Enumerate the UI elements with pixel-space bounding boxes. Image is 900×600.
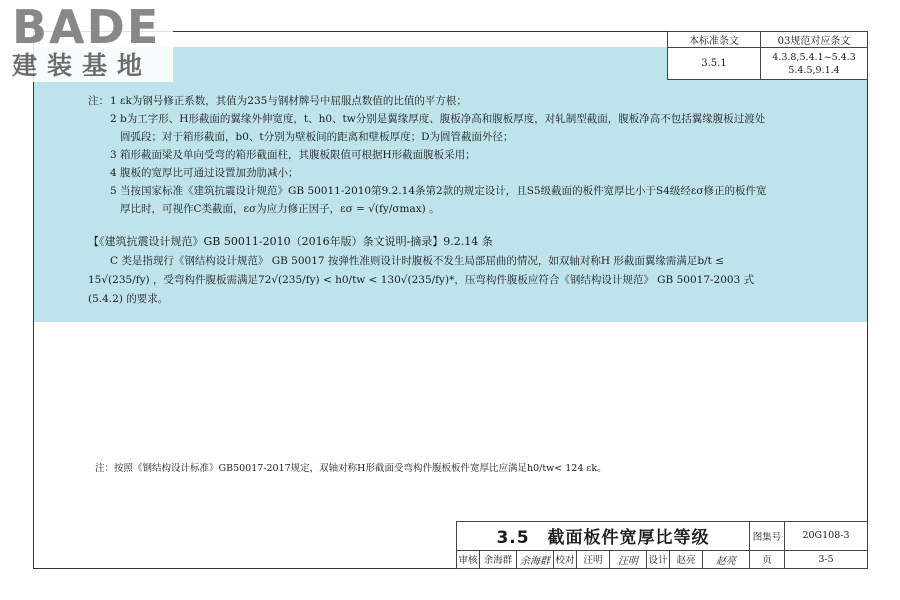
- clause-current-value: 3.5.1: [668, 48, 761, 80]
- clause-legacy-line2: 5.4.5,9.1.4: [788, 64, 840, 76]
- check-name: 汪明: [577, 550, 610, 568]
- note-item-1: [88, 92, 768, 110]
- atlas-label: 图集号: [750, 522, 785, 551]
- clause-header-current: 本标准条文: [668, 32, 761, 48]
- clause-legacy-line1: 4.3.8,5.4.1~5.4.3: [772, 51, 856, 63]
- atlas-number: 20G108-3: [785, 522, 868, 551]
- note-number: 2: [110, 113, 117, 125]
- review-label: 审核: [457, 550, 480, 568]
- brand-logo: [8, 2, 173, 82]
- drawing-title: 3.5 截面板件宽厚比等级: [457, 522, 750, 551]
- note-text: b为工字形、H形截面的翼缘外伸宽度，t、h0、tw分别是翼缘厚度、腹板净高和腹板厚度，对轧制型截面，腹板净高不包括翼缘腹板过渡处圆弧段；对于箱形截面，b0、t分别为壁板间的距离和壁板厚度；D为圆管截面外径；: [120, 113, 766, 143]
- logo-brand-en: BADE: [12, 0, 161, 54]
- note-item-5: [88, 182, 768, 218]
- note-number: 4: [110, 167, 117, 179]
- bottom-note: 注：按照《钢结构设计标准》GB50017-2017规定，双轴对称H形截面受弯构件腹板板件宽厚比应满足h0/tw< 124 εk。: [95, 463, 607, 474]
- design-label: 设计: [647, 550, 670, 568]
- note-number: 1: [110, 95, 117, 107]
- reference-body: C 类是指现行《钢结构设计规范》 GB 50017 按弹性准则设计时腹板不发生局部屈曲的情况，如双轴对称H 形截面翼缘需满足b/t ≤ 15√(235/fy) ，受弯构件腹板需满足72√(235/fy) < h0/tw < 130√(235/fy)*，压弯构件腹板应符合《钢结构设计规范》 GB 50017-2003 式(5.4.2) 的要求。: [88, 255, 755, 305]
- reference-heading: 【《建筑抗震设计规范》GB 50011-2010（2016年版）条文说明-摘录】9.2.14 条: [88, 235, 493, 248]
- review-name: 余海群: [480, 550, 517, 568]
- note-item-2: [88, 110, 768, 146]
- logo-brand-cn: 建装基地: [12, 51, 153, 80]
- note-text: εk为钢号修正系数，其值为235与钢材牌号中屈服点数值的比值的平方根；: [120, 95, 467, 107]
- check-signature: 汪明: [610, 550, 647, 568]
- check-label: 校对: [554, 550, 577, 568]
- clause-legacy-value: [761, 48, 868, 80]
- design-name: 赵亮: [670, 550, 703, 568]
- review-signature: 余海群: [517, 550, 554, 568]
- note-text: 当按国家标准《建筑抗震设计规范》GB 50011-2010第9.2.14条第2款的规定设计，且S5级截面的板件宽厚比小于S4级经εσ修正的板件宽厚比时，可视作C类截面，εσ为应力修正因子，εσ = √(fy/σmax) 。: [120, 185, 767, 215]
- title-block: [456, 521, 868, 569]
- note-number: 3: [110, 149, 117, 161]
- design-signature: 赵亮: [703, 550, 750, 568]
- note-item-4: [88, 164, 768, 182]
- clause-reference-table: [667, 31, 868, 80]
- note-text: 箱形截面梁及单向受弯的箱形截面柱，其腹板限值可根据H形截面腹板采用；: [120, 149, 476, 161]
- notes-block: [88, 92, 768, 218]
- note-item-3: [88, 146, 768, 164]
- note-text: 腹板的宽厚比可通过设置加劲肋减小；: [120, 167, 299, 179]
- note-number: 5: [110, 185, 117, 197]
- notes-prefix: 注：: [88, 95, 109, 107]
- page-label: 页: [750, 550, 785, 568]
- clause-header-legacy: 03规范对应条文: [761, 32, 868, 48]
- page-number: 3-5: [785, 550, 868, 568]
